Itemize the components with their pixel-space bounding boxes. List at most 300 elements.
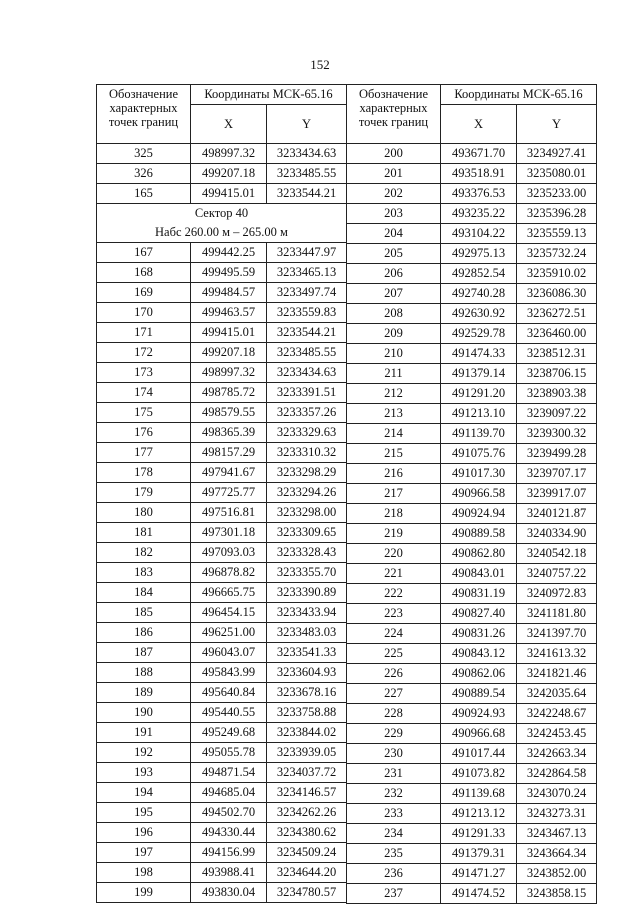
- y-cell: 3236460.00: [517, 324, 597, 344]
- x-cell: 496251.00: [191, 623, 267, 643]
- point-cell: 187: [97, 643, 191, 663]
- point-cell: 221: [347, 564, 441, 584]
- x-cell: 496665.75: [191, 583, 267, 603]
- sector-title: Сектор 40: [97, 204, 347, 224]
- x-cell: 497516.81: [191, 503, 267, 523]
- y-cell: 3233544.21: [267, 184, 347, 204]
- x-cell: 499442.25: [191, 243, 267, 263]
- y-cell: 3243070.24: [517, 784, 597, 804]
- point-cell: 213: [347, 404, 441, 424]
- point-cell: 200: [347, 144, 441, 164]
- point-cell: 181: [97, 523, 191, 543]
- point-cell: 169: [97, 283, 191, 303]
- x-cell: 491139.68: [441, 784, 517, 804]
- x-cell: 495843.99: [191, 663, 267, 683]
- point-cell: 188: [97, 663, 191, 683]
- point-cell: 167: [97, 243, 191, 263]
- x-cell: 490862.80: [441, 544, 517, 564]
- y-cell: 3242864.58: [517, 764, 597, 784]
- table-row: [347, 804, 597, 824]
- table-row: [97, 184, 347, 204]
- y-cell: 3233678.16: [267, 683, 347, 703]
- point-cell: 233: [347, 804, 441, 824]
- point-cell: 232: [347, 784, 441, 804]
- table-row: [97, 363, 347, 383]
- x-cell: 490924.94: [441, 504, 517, 524]
- table-row: [347, 724, 597, 744]
- y-cell: 3234262.26: [267, 803, 347, 823]
- y-cell: 3233483.03: [267, 623, 347, 643]
- table-row: [97, 663, 347, 683]
- point-cell: 186: [97, 623, 191, 643]
- y-cell: 3242035.64: [517, 684, 597, 704]
- point-cell: 197: [97, 843, 191, 863]
- x-cell: 491213.12: [441, 804, 517, 824]
- table-row: [347, 524, 597, 544]
- y-cell: 3233465.13: [267, 263, 347, 283]
- point-cell: 209: [347, 324, 441, 344]
- x-cell: 491139.70: [441, 424, 517, 444]
- point-cell: 191: [97, 723, 191, 743]
- x-cell: 491291.33: [441, 824, 517, 844]
- y-cell: 3235233.00: [517, 184, 597, 204]
- y-cell: 3234927.41: [517, 144, 597, 164]
- point-cell: 194: [97, 783, 191, 803]
- x-cell: 491017.44: [441, 744, 517, 764]
- x-cell: 491213.10: [441, 404, 517, 424]
- y-cell: 3243467.13: [517, 824, 597, 844]
- coords-header: Координаты МСК-65.16: [441, 85, 597, 105]
- table-row: [97, 543, 347, 563]
- y-cell: 3233355.70: [267, 563, 347, 583]
- x-cell: 499463.57: [191, 303, 267, 323]
- table-row: [97, 443, 347, 463]
- table-row: [97, 283, 347, 303]
- point-cell: 173: [97, 363, 191, 383]
- point-cell: 231: [347, 764, 441, 784]
- table-row: [347, 744, 597, 764]
- y-cell: 3242453.45: [517, 724, 597, 744]
- y-cell: 3233485.55: [267, 343, 347, 363]
- x-cell: 497941.67: [191, 463, 267, 483]
- point-cell: 196: [97, 823, 191, 843]
- x-cell: 498579.55: [191, 403, 267, 423]
- y-cell: 3233391.51: [267, 383, 347, 403]
- x-header: X: [441, 105, 517, 144]
- y-cell: 3243858.15: [517, 884, 597, 904]
- point-cell: 211: [347, 364, 441, 384]
- x-cell: 494330.44: [191, 823, 267, 843]
- coordinates-table-right: [346, 84, 597, 904]
- x-cell: 495249.68: [191, 723, 267, 743]
- point-cell: 202: [347, 184, 441, 204]
- table-row: [347, 384, 597, 404]
- point-cell: 218: [347, 504, 441, 524]
- point-cell: 230: [347, 744, 441, 764]
- x-cell: 499207.18: [191, 343, 267, 363]
- table-row: [347, 704, 597, 724]
- table-row: [347, 604, 597, 624]
- table-row: [347, 244, 597, 264]
- y-cell: 3235396.28: [517, 204, 597, 224]
- x-cell: 498157.29: [191, 443, 267, 463]
- table-row: [97, 843, 347, 863]
- table-row: [97, 803, 347, 823]
- point-cell: 223: [347, 604, 441, 624]
- x-cell: 492529.78: [441, 324, 517, 344]
- table-row: [347, 364, 597, 384]
- y-cell: 3233357.26: [267, 403, 347, 423]
- x-cell: 493104.22: [441, 224, 517, 244]
- table-row: [97, 343, 347, 363]
- table-row: [347, 544, 597, 564]
- point-cell: 179: [97, 483, 191, 503]
- x-cell: 490862.06: [441, 664, 517, 684]
- x-cell: 493235.22: [441, 204, 517, 224]
- y-cell: 3234380.62: [267, 823, 347, 843]
- x-cell: 496878.82: [191, 563, 267, 583]
- point-cell: 207: [347, 284, 441, 304]
- x-cell: 495055.78: [191, 743, 267, 763]
- point-cell: 198: [97, 863, 191, 883]
- table-row: [97, 503, 347, 523]
- table-row: [347, 664, 597, 684]
- x-cell: 490843.01: [441, 564, 517, 584]
- x-cell: 491075.76: [441, 444, 517, 464]
- point-cell: 222: [347, 584, 441, 604]
- y-cell: 3233541.33: [267, 643, 347, 663]
- x-cell: 496043.07: [191, 643, 267, 663]
- point-cell: 236: [347, 864, 441, 884]
- y-cell: 3234780.57: [267, 883, 347, 903]
- point-cell: 170: [97, 303, 191, 323]
- x-cell: 491474.33: [441, 344, 517, 364]
- point-cell: 225: [347, 644, 441, 664]
- x-cell: 493518.91: [441, 164, 517, 184]
- table-row: [97, 403, 347, 423]
- x-header: X: [191, 105, 267, 144]
- x-cell: 490827.40: [441, 604, 517, 624]
- table-row: [347, 764, 597, 784]
- y-cell: 3242248.67: [517, 704, 597, 724]
- table-row: [97, 703, 347, 723]
- y-cell: 3233329.63: [267, 423, 347, 443]
- y-cell: 3233604.93: [267, 663, 347, 683]
- x-cell: 498785.72: [191, 383, 267, 403]
- point-cell: 217: [347, 484, 441, 504]
- table-row: [97, 144, 347, 164]
- y-header: Y: [267, 105, 347, 144]
- table-row: [97, 723, 347, 743]
- y-cell: 3239300.32: [517, 424, 597, 444]
- y-cell: 3240121.87: [517, 504, 597, 524]
- y-cell: 3234146.57: [267, 783, 347, 803]
- x-cell: 491474.52: [441, 884, 517, 904]
- point-cell: 190: [97, 703, 191, 723]
- table-row: [347, 504, 597, 524]
- x-cell: 495440.55: [191, 703, 267, 723]
- table-row: [347, 584, 597, 604]
- y-cell: 3243273.31: [517, 804, 597, 824]
- point-cell: 199: [97, 883, 191, 903]
- x-cell: 499415.01: [191, 184, 267, 204]
- y-cell: 3234644.20: [267, 863, 347, 883]
- y-cell: 3233559.83: [267, 303, 347, 323]
- table-row: [97, 263, 347, 283]
- table-row: [347, 264, 597, 284]
- table-row: [347, 644, 597, 664]
- table-row: [347, 424, 597, 444]
- point-cell: 192: [97, 743, 191, 763]
- table-row: [347, 404, 597, 424]
- y-cell: 3233390.89: [267, 583, 347, 603]
- point-cell: 175: [97, 403, 191, 423]
- y-cell: 3233497.74: [267, 283, 347, 303]
- y-cell: 3233434.63: [267, 144, 347, 164]
- x-cell: 497093.03: [191, 543, 267, 563]
- x-cell: 494502.70: [191, 803, 267, 823]
- y-cell: 3240542.18: [517, 544, 597, 564]
- x-cell: 490966.58: [441, 484, 517, 504]
- point-cell: 168: [97, 263, 191, 283]
- y-cell: 3240972.83: [517, 584, 597, 604]
- table-row: [97, 243, 347, 263]
- y-cell: 3233310.32: [267, 443, 347, 463]
- y-header: Y: [517, 105, 597, 144]
- x-cell: 499495.59: [191, 263, 267, 283]
- table-row: [97, 623, 347, 643]
- coords-header: Координаты МСК-65.16: [191, 85, 347, 105]
- point-cell: 212: [347, 384, 441, 404]
- table-row: [347, 224, 597, 244]
- x-cell: 490966.68: [441, 724, 517, 744]
- table-row: [347, 304, 597, 324]
- table-row: [97, 683, 347, 703]
- table-row: [97, 763, 347, 783]
- point-cell: 224: [347, 624, 441, 644]
- y-cell: 3238512.31: [517, 344, 597, 364]
- table-row: [97, 783, 347, 803]
- y-cell: 3239917.07: [517, 484, 597, 504]
- point-cell: 177: [97, 443, 191, 463]
- point-cell: 176: [97, 423, 191, 443]
- table-row: [347, 464, 597, 484]
- y-cell: 3239707.17: [517, 464, 597, 484]
- table-row: [347, 844, 597, 864]
- point-cell: 183: [97, 563, 191, 583]
- x-cell: 490924.93: [441, 704, 517, 724]
- x-cell: 493830.04: [191, 883, 267, 903]
- table-row: [347, 184, 597, 204]
- x-cell: 490889.54: [441, 684, 517, 704]
- x-cell: 493671.70: [441, 144, 517, 164]
- point-cell: 215: [347, 444, 441, 464]
- point-cell: 178: [97, 463, 191, 483]
- y-cell: 3233758.88: [267, 703, 347, 723]
- table-row: [97, 483, 347, 503]
- point-cell: 174: [97, 383, 191, 403]
- x-cell: 496454.15: [191, 603, 267, 623]
- y-cell: 3242663.34: [517, 744, 597, 764]
- point-cell: 165: [97, 184, 191, 204]
- y-cell: 3241613.32: [517, 644, 597, 664]
- x-cell: 493988.41: [191, 863, 267, 883]
- table-row: [97, 423, 347, 443]
- table-row: [347, 684, 597, 704]
- table-row: [347, 284, 597, 304]
- y-cell: 3233447.97: [267, 243, 347, 263]
- table-row: [347, 204, 597, 224]
- point-cell: 326: [97, 164, 191, 184]
- x-cell: 493376.53: [441, 184, 517, 204]
- point-cell: 228: [347, 704, 441, 724]
- table-row: [347, 884, 597, 904]
- point-cell: 226: [347, 664, 441, 684]
- x-cell: 499484.57: [191, 283, 267, 303]
- point-cell: 234: [347, 824, 441, 844]
- x-cell: 499415.01: [191, 323, 267, 343]
- x-cell: 491291.20: [441, 384, 517, 404]
- table-row: [347, 164, 597, 184]
- x-cell: 499207.18: [191, 164, 267, 184]
- table-row: [347, 864, 597, 884]
- table-row: [347, 484, 597, 504]
- point-cell: 235: [347, 844, 441, 864]
- point-cell: 182: [97, 543, 191, 563]
- x-cell: 490831.26: [441, 624, 517, 644]
- y-cell: 3234509.24: [267, 843, 347, 863]
- point-cell: 203: [347, 204, 441, 224]
- point-cell: 180: [97, 503, 191, 523]
- table-row: [97, 383, 347, 403]
- point-cell: 325: [97, 144, 191, 164]
- point-cell: 220: [347, 544, 441, 564]
- x-cell: 494685.04: [191, 783, 267, 803]
- point-cell: 185: [97, 603, 191, 623]
- table-row: [347, 784, 597, 804]
- y-cell: 3233294.26: [267, 483, 347, 503]
- y-cell: 3239097.22: [517, 404, 597, 424]
- point-cell: 219: [347, 524, 441, 544]
- table-row: [97, 463, 347, 483]
- table-row: [347, 444, 597, 464]
- page-number: 152: [310, 57, 330, 72]
- y-cell: 3239499.28: [517, 444, 597, 464]
- point-cell: 210: [347, 344, 441, 364]
- x-cell: 498997.32: [191, 144, 267, 164]
- table-row: [347, 824, 597, 844]
- y-cell: 3240334.90: [517, 524, 597, 544]
- x-cell: 492852.54: [441, 264, 517, 284]
- x-cell: 498365.39: [191, 423, 267, 443]
- point-cell: 227: [347, 684, 441, 704]
- point-cell: 184: [97, 583, 191, 603]
- y-cell: 3236086.30: [517, 284, 597, 304]
- y-cell: 3236272.51: [517, 304, 597, 324]
- table-row: [97, 563, 347, 583]
- y-cell: 3243664.34: [517, 844, 597, 864]
- x-cell: 492740.28: [441, 284, 517, 304]
- y-cell: 3241397.70: [517, 624, 597, 644]
- table-row: [97, 603, 347, 623]
- table-row: [97, 863, 347, 883]
- x-cell: 491379.14: [441, 364, 517, 384]
- table-row: [347, 624, 597, 644]
- y-cell: 3233544.21: [267, 323, 347, 343]
- point-cell: 237: [347, 884, 441, 904]
- y-cell: 3235559.13: [517, 224, 597, 244]
- table-row: [347, 324, 597, 344]
- point-cell: 189: [97, 683, 191, 703]
- table-row: [97, 523, 347, 543]
- y-cell: 3233939.05: [267, 743, 347, 763]
- x-cell: 491073.82: [441, 764, 517, 784]
- point-cell: 214: [347, 424, 441, 444]
- y-cell: 3234037.72: [267, 763, 347, 783]
- y-cell: 3233328.43: [267, 543, 347, 563]
- point-cell: 171: [97, 323, 191, 343]
- x-cell: 492630.92: [441, 304, 517, 324]
- x-cell: 490831.19: [441, 584, 517, 604]
- table-row: [97, 164, 347, 184]
- point-cell: 216: [347, 464, 441, 484]
- point-cell: 229: [347, 724, 441, 744]
- table-row: [97, 883, 347, 903]
- point-cell: 201: [347, 164, 441, 184]
- y-cell: 3238903.38: [517, 384, 597, 404]
- table-row: [97, 583, 347, 603]
- coordinates-table-left: [96, 84, 347, 903]
- x-cell: 492975.13: [441, 244, 517, 264]
- x-cell: 494156.99: [191, 843, 267, 863]
- y-cell: 3233433.94: [267, 603, 347, 623]
- point-cell: 172: [97, 343, 191, 363]
- x-cell: 490889.58: [441, 524, 517, 544]
- x-cell: 491379.31: [441, 844, 517, 864]
- x-cell: 491471.27: [441, 864, 517, 884]
- y-cell: 3241181.80: [517, 604, 597, 624]
- y-cell: 3243852.00: [517, 864, 597, 884]
- y-cell: 3233298.29: [267, 463, 347, 483]
- sector-subtitle: Набс 260.00 м – 265.00 м: [97, 223, 347, 243]
- table-row: [347, 344, 597, 364]
- designation-header: Обозначение характерных точек границ: [347, 85, 441, 144]
- table-row: [347, 564, 597, 584]
- x-cell: 497725.77: [191, 483, 267, 503]
- designation-header: Обозначение характерных точек границ: [97, 85, 191, 144]
- x-cell: 494871.54: [191, 763, 267, 783]
- x-cell: 491017.30: [441, 464, 517, 484]
- y-cell: 3235910.02: [517, 264, 597, 284]
- point-cell: 205: [347, 244, 441, 264]
- point-cell: 193: [97, 763, 191, 783]
- y-cell: 3241821.46: [517, 664, 597, 684]
- table-row: [97, 323, 347, 343]
- y-cell: 3233485.55: [267, 164, 347, 184]
- point-cell: 208: [347, 304, 441, 324]
- y-cell: 3238706.15: [517, 364, 597, 384]
- y-cell: 3233434.63: [267, 363, 347, 383]
- table-row: [97, 643, 347, 663]
- x-cell: 497301.18: [191, 523, 267, 543]
- table-row: [97, 303, 347, 323]
- y-cell: 3233844.02: [267, 723, 347, 743]
- point-cell: 204: [347, 224, 441, 244]
- y-cell: 3235732.24: [517, 244, 597, 264]
- table-row: [97, 823, 347, 843]
- table-row: [97, 743, 347, 763]
- point-cell: 206: [347, 264, 441, 284]
